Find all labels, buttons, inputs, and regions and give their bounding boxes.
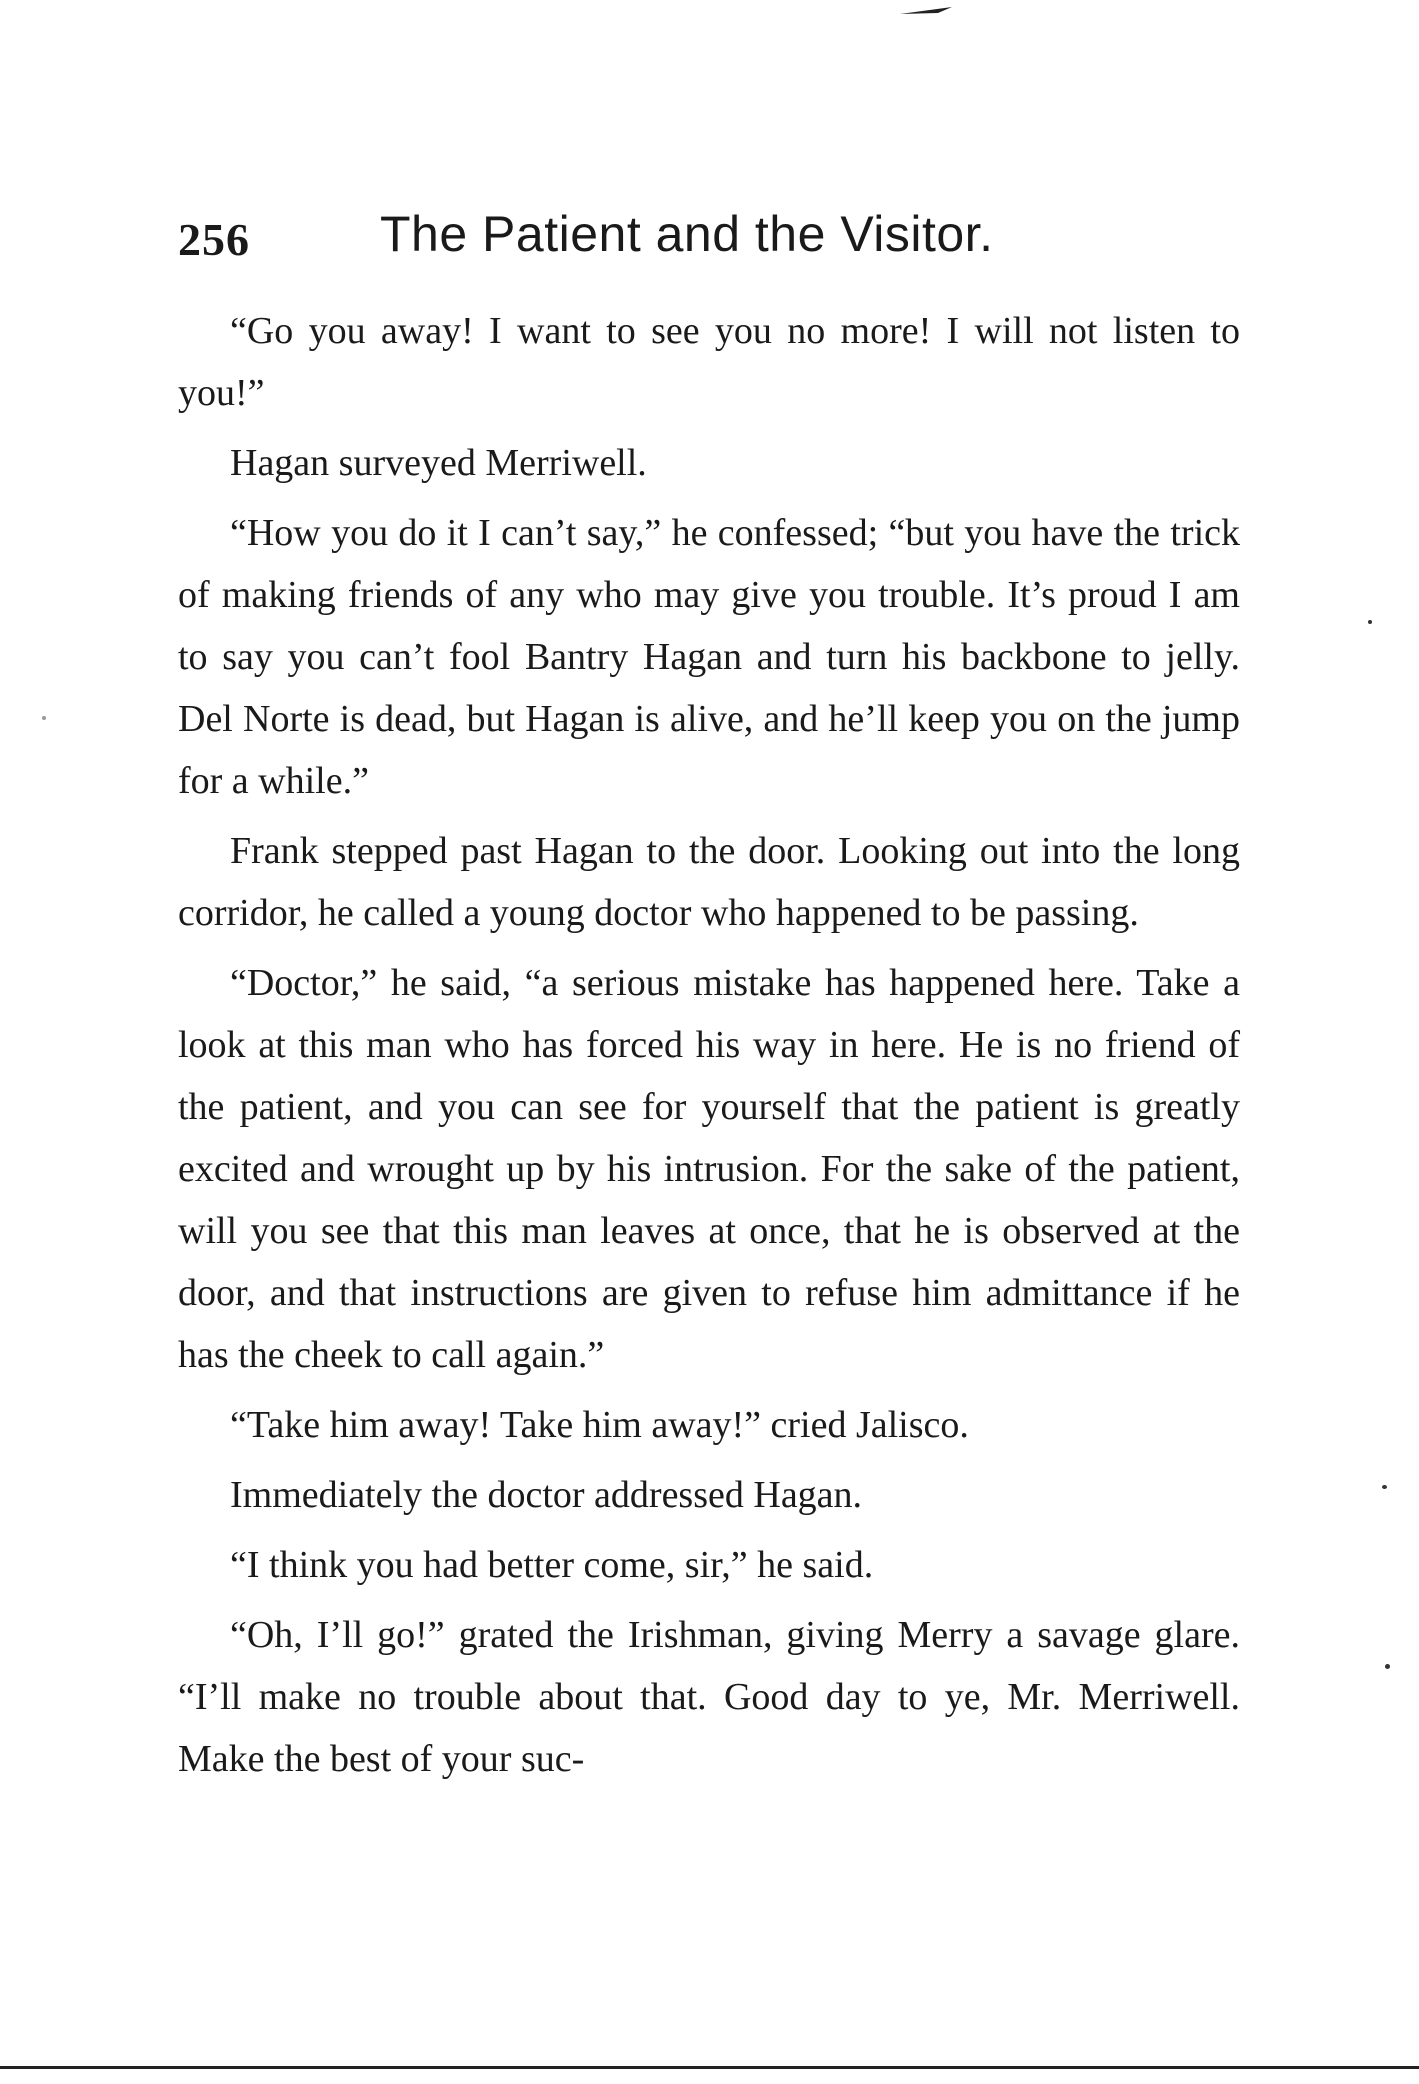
paragraph: Immediately the doctor addressed Hagan.: [230, 1474, 863, 1516]
scan-speck: [42, 716, 46, 720]
paragraph: Hagan surveyed Merriwell.: [230, 442, 647, 484]
paragraph: “Doctor,” he said, “a serious mistake has happened here. Take a look at this man who has forced his way in here. He is no friend of the patient, and you can see for yourself that the patient is greatly excited and wrought up by his intrusion. For the sake of the patient, will you see that this man leaves at once, that he is observed at the door, and that instructions are given to refuse him admittance if he has the cheek to call again.”: [178, 962, 1240, 1376]
body-text: [178, 300, 1240, 1790]
paragraph: Frank stepped past Hagan to the door. Looking out into the long corridor, he called a young doctor who happened to be passing.: [178, 830, 1240, 934]
scan-speck: [1385, 1664, 1390, 1669]
paragraph: “Oh, I’ll go!” grated the Irishman, giving Merry a savage glare. “I’ll make no trouble about that. Good day to ye, Mr. Merriwell. Make the best of your suc-: [178, 1614, 1240, 1780]
paragraph: “I think you had better come, sir,” he said.: [230, 1544, 874, 1586]
paragraph: “How you do it I can’t say,” he confessed; “but you have the trick of making friends of any who may give you trouble. It’s proud I am to say you can’t fool Bantry Hagan and turn his backbone to jelly. Del Norte is dead, but Hagan is alive, and he’ll keep you on the jump for a while.”: [178, 512, 1240, 802]
scan-speck: [1368, 620, 1372, 624]
page-edge-line: [0, 2066, 1419, 2069]
paragraph: “Take him away! Take him away!” cried Jalisco.: [230, 1404, 969, 1446]
page-number: 256: [178, 214, 250, 265]
ink-mark: [898, 6, 954, 16]
running-title: The Patient and the Visitor.: [380, 206, 994, 262]
paragraph: “Go you away! I want to see you no more! I will not listen to you!”: [178, 310, 1240, 414]
scan-speck: [1382, 1485, 1387, 1489]
page-header: [178, 205, 1258, 275]
